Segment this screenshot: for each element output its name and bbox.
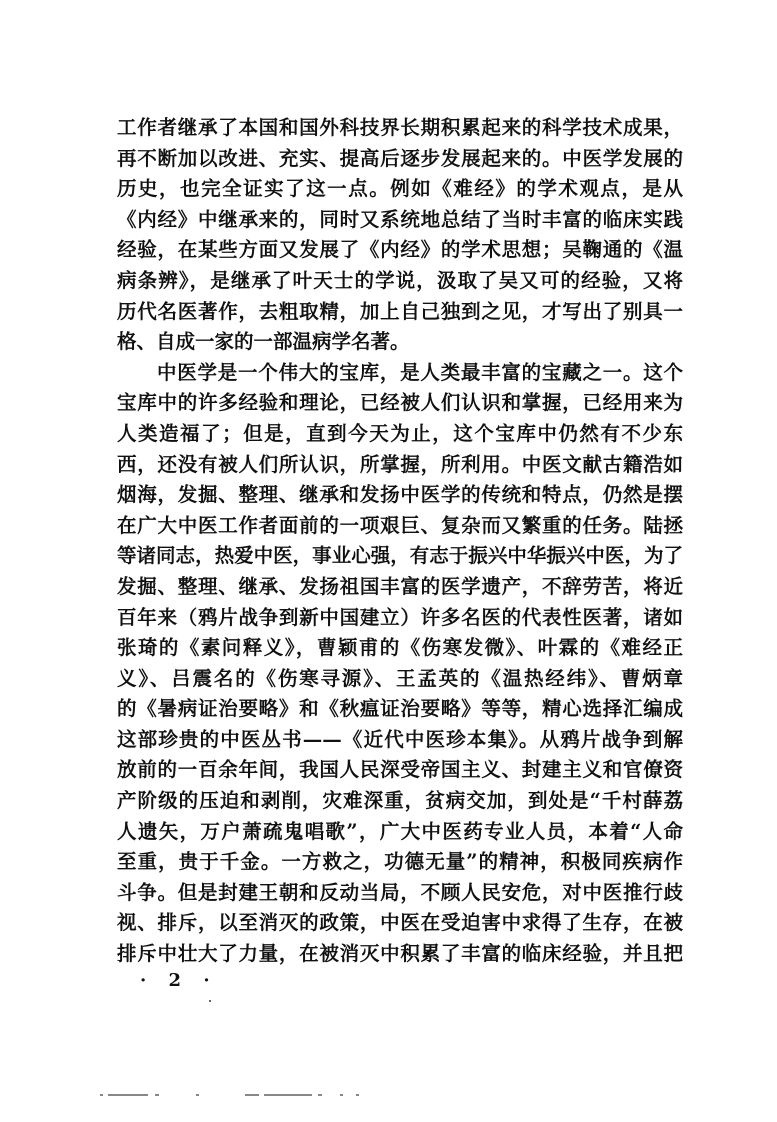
page-number: · 2 ·: [140, 970, 218, 991]
text-line: 病条辨》，是继承了叶天士的学说，汲取了吴又可的经验，又将: [117, 268, 683, 292]
text-line: 放前的一百余年间，我国人民深受帝国主义、封建主义和官僚资: [117, 758, 683, 782]
text-line: 宝库中的许多经验和理论，已经被人们认识和掌握，已经用来为: [117, 391, 683, 415]
text-line: 排斥中壮大了力量，在被消灭中积累了丰富的临床经验，并且把: [117, 942, 683, 966]
text-line: 的《暑病证治要略》和《秋瘟证治要略》等等，精心选择汇编成: [117, 697, 683, 721]
text-line: 义》、吕震名的《伤寒寻源》、王孟英的《温热经纬》、曹炳章: [117, 666, 683, 690]
text-line: 产阶级的压迫和剥削，灾难深重，贫病交加，到处是“千村薛荔: [117, 789, 683, 813]
text-line: 张琦的《素问释义》，曹颖甫的《伤寒发微》、叶霖的《难经正: [117, 636, 683, 660]
text-line: 百年来（鸦片战争到新中国建立）许多名医的代表性医著，诸如: [117, 605, 683, 629]
text-line: 经验，在某些方面又发展了《内经》的学术思想；吴鞠通的《温: [117, 238, 683, 262]
scan-speck: [209, 1000, 211, 1002]
text-line: 等诸同志，热爱中医，事业心强，有志于振兴中华振兴中医，为了: [117, 544, 683, 568]
text-line: 西，还没有被人们所认识，所掌握，所利用。中医文献古籍浩如: [117, 452, 683, 476]
text-line: 《内经》中继承来的，同时又系统地总结了当时丰富的临床实践: [117, 207, 683, 231]
text-line: 格、自成一家的一部温病学名著。: [117, 330, 410, 354]
text-line: 这部珍贵的中医丛书——《近代中医珍本集》。从鸦片战争到解: [117, 727, 683, 751]
text-line: 历代名医著作，去粗取精，加上自己独到之见，才写出了别具一: [117, 299, 683, 323]
text-line: 再不断加以改进、充实、提高后逐步发展起来的。中医学发展的: [117, 146, 683, 170]
text-line: 人类造福了；但是，直到今天为止，这个宝库中仍然有不少东: [117, 421, 683, 445]
text-line: 烟海，发掘、整理、继承和发扬中医学的传统和特点，仍然是摆: [117, 483, 683, 507]
text-line: 历史，也完全证实了这一点。例如《难经》的学术观点，是从: [117, 177, 683, 201]
body-text: [117, 113, 683, 970]
text-line: 工作者继承了本国和国外科技界长期积累起来的科学技术成果，: [117, 116, 683, 139]
text-line: 发掘、整理、继承、发扬祖国丰富的医学遗产，不辞劳苦，将近: [117, 574, 683, 598]
text-line: 中医学是一个伟大的宝库，是人类最丰富的宝藏之一。这个: [157, 360, 683, 384]
text-line: 人遗矢，万户萧疏鬼唱歌”，广大中医药专业人员，本着“人命: [117, 819, 683, 843]
text-line: 至重，贵于千金。一方救之，功德无量”的精神，积极同疾病作: [117, 850, 683, 874]
text-line: 视、排斥，以至消灭的政策，中医在受迫害中求得了生存，在被: [117, 911, 683, 935]
scan-noise: [100, 1094, 380, 1098]
text-line: 在广大中医工作者面前的一项艰巨、复杂而又繁重的任务。陆拯: [117, 513, 683, 537]
text-line: 斗争。但是封建王朝和反动当局，不顾人民安危，对中医推行歧: [117, 880, 683, 904]
